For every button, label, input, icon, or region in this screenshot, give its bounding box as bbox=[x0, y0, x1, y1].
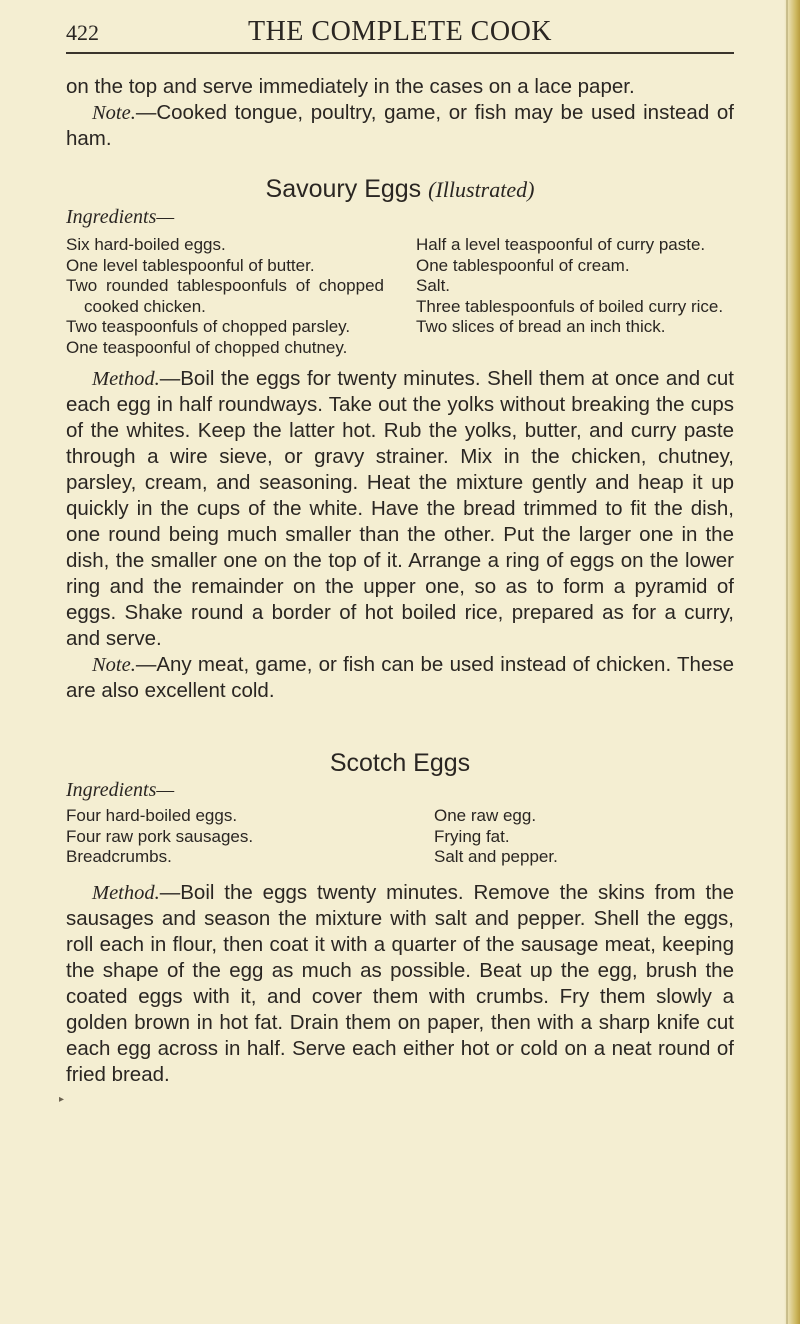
ingredient-item: Breadcrumbs. bbox=[66, 847, 172, 866]
method-paragraph bbox=[66, 880, 734, 1088]
ingredients-heading: Ingredients— bbox=[66, 206, 175, 228]
ingredient-item: Two slices of bread an inch thick. bbox=[416, 317, 666, 336]
ingredient-item: Two rounded tablespoonfuls of chopped cooked chicken. bbox=[66, 276, 384, 316]
note-label: Note. bbox=[92, 654, 136, 676]
spacer bbox=[66, 152, 734, 174]
note-text: —Cooked tongue, poultry, game, or fish may be used instead of ham. bbox=[66, 101, 734, 150]
ingredients-heading: Ingredients— bbox=[66, 779, 175, 801]
ingredient-item: One raw egg. bbox=[434, 806, 537, 825]
note-label: Note. bbox=[92, 102, 136, 124]
ingredients-list bbox=[66, 235, 734, 358]
method-label: Method. bbox=[92, 368, 160, 390]
continued-paragraph: on the top and serve immediately in the cases on a lace paper. bbox=[66, 75, 635, 98]
page-header bbox=[66, 12, 734, 54]
method-text: —Boil the eggs for twenty minutes. Shell them at once and cut each egg in half roundways. Take out the yolks without breaking the cups of the whites. Keep the latter hot. Rub the yolks, butter, and curry paste through a wire sieve, or gravy strainer. Mix in the chicken, chutney, parsley, cream, and seasoning. Heat the mixture gently and heap it up quickly in the cups of the white. Have the bread trimmed to fit the dish, one round being much smaller than the other. Put the larger one in the dish, the smaller one on the top of it. Arrange a ring of eggs on the lower ring and the remainder on the upper one, so as to form a pyramid of eggs. Shake round a border of hot boiled rice, prepared as for a curry, and serve. bbox=[66, 367, 734, 650]
ingredient-item: Three tablespoonfuls of boiled curry rice. bbox=[416, 296, 724, 316]
ingredients-left-column bbox=[66, 235, 384, 358]
ingredients-list bbox=[66, 806, 734, 868]
recipe-title-savoury-eggs bbox=[66, 174, 734, 205]
ingredients-right-column bbox=[416, 235, 734, 358]
ingredient-item: Four hard-boiled eggs. bbox=[66, 806, 238, 825]
note-text: —Any meat, game, or fish can be used instead of chicken. These are also excellent cold. bbox=[66, 653, 734, 702]
method-text: —Boil the eggs twenty minutes. Remove the skins from the sausages and season the mixture with salt and pepper. Shell the eggs, roll each in flour, then coat it with a quarter of the sausage meat, keeping the shape of the egg as much as possible. Beat up the egg, brush the coated eggs with it, and cover them with crumbs. Fry them slowly a golden brown in hot fat. Drain them on paper, then with a sharp knife cut each egg across in half. Serve each either hot or cold on a neat round of fried bread. bbox=[66, 880, 734, 1086]
ingredient-item: Salt. bbox=[416, 276, 451, 295]
recipe-title-text: Savoury Eggs bbox=[265, 175, 422, 203]
ingredient-item: One teaspoonful of chopped chutney. bbox=[66, 337, 348, 357]
page-edge-line bbox=[786, 0, 788, 1324]
ingredient-item: Half a level teaspoonful of curry paste. bbox=[416, 235, 706, 254]
ingredient-item: Frying fat. bbox=[434, 826, 510, 846]
running-title: THE COMPLETE COOK bbox=[247, 16, 553, 47]
recipe-title-scotch-eggs: Scotch Eggs bbox=[329, 749, 471, 777]
spacer bbox=[66, 704, 734, 748]
page-content bbox=[66, 12, 734, 1088]
ingredient-item: Six hard-boiled eggs. bbox=[66, 235, 226, 254]
page-number: 422 bbox=[66, 20, 99, 45]
ingredient-item: Four raw pork sausages. bbox=[66, 826, 254, 846]
print-speck: ▸ bbox=[59, 1094, 65, 1105]
ingredients-right-column bbox=[406, 806, 734, 868]
ingredient-item: Salt and pepper. bbox=[434, 847, 558, 866]
method-label: Method. bbox=[92, 881, 160, 904]
ingredient-item: One level tablespoonful of butter. bbox=[66, 255, 315, 275]
note-paragraph bbox=[66, 652, 734, 704]
ingredient-item: One tablespoonful of cream. bbox=[416, 255, 630, 275]
illustrated-note: (Illustrated) bbox=[428, 177, 535, 202]
method-paragraph bbox=[66, 366, 734, 652]
continued-note bbox=[66, 100, 734, 152]
ingredients-left-column bbox=[66, 806, 366, 868]
ingredient-item: Two teaspoonfuls of chopped parsley. bbox=[66, 317, 351, 336]
